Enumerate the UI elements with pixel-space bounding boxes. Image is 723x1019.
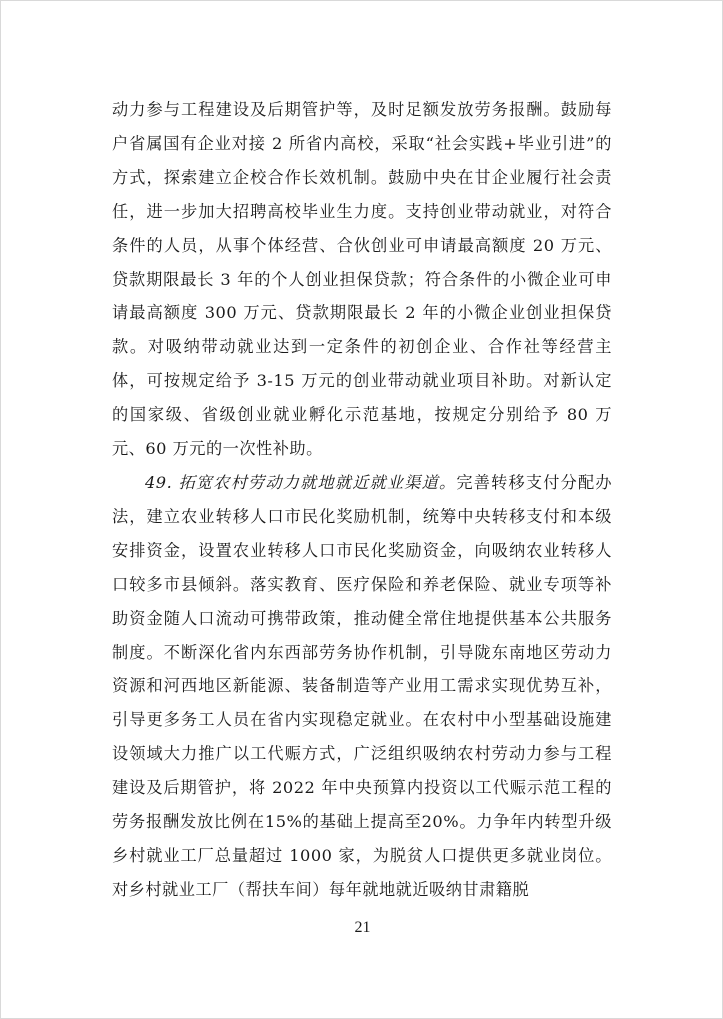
document-body	[112, 93, 612, 907]
section-body-text: 完善转移支付分配办法，建立农业转移人口市民化奖励机制，统筹中央转移支付和本级安排资金，设置农业转移人口市民化奖励资金，向吸纳农业转移人口较多市县倾斜。落实教育、医疗保险和养老保险、就业专项等补助资金随人口流动可携带政策，推动健全常住地提供基本公共服务制度。不断深化省内东西部劳务协作机制，引导陇东南地区劳动力资源和河西地区新能源、装备制造等产业用工需求实现优势互补，引导更多务工人员在省内实现稳定就业。在农村中小型基础设施建设领域大力推广以工代赈方式，广泛组织吸纳农村劳动力参与工程建设及后期管护，将 2022 年中央预算内投资以工代赈示范工程的劳务报酬发放比例在15%的基础上提高至20%。力争年内转型升级乡村就业工厂总量超过 1000 家，为脱贫人口提供更多就业岗位。对乡村就业工厂（帮扶车间）每年就地就近吸纳甘肃籍脱	[112, 472, 613, 899]
section-heading: 49. 拓宽农村劳动力就地就近就业渠道。	[145, 472, 457, 492]
paragraph-section-49	[112, 466, 612, 907]
page-number: 21	[354, 919, 371, 936]
paragraph-continuation: 动力参与工程建设及后期管护等，及时足额发放劳务报酬。鼓励每户省属国有企业对接 2 所省内高校，采取“社会实践+毕业引进”的方式，探索建立企校合作长效机制。鼓励中央在甘企业履行社会责任，进一步加大招聘高校毕业生力度。支持创业带动就业，对符合条件的人员，从事个体经营、合伙创业可申请最高额度 20 万元、贷款期限最长 3 年的个人创业担保贷款；符合条件的小微企业可申请最高额度 300 万元、贷款期限最长 2 年的小微企业创业担保贷款。对吸纳带动就业达到一定条件的初创企业、合作社等经营主体，可按规定给予 3-15 万元的创业带动就业项目补助。对新认定的国家级、省级创业就业孵化示范基地，按规定分别给予 80 万元、60 万元的一次性补助。	[112, 100, 612, 459]
